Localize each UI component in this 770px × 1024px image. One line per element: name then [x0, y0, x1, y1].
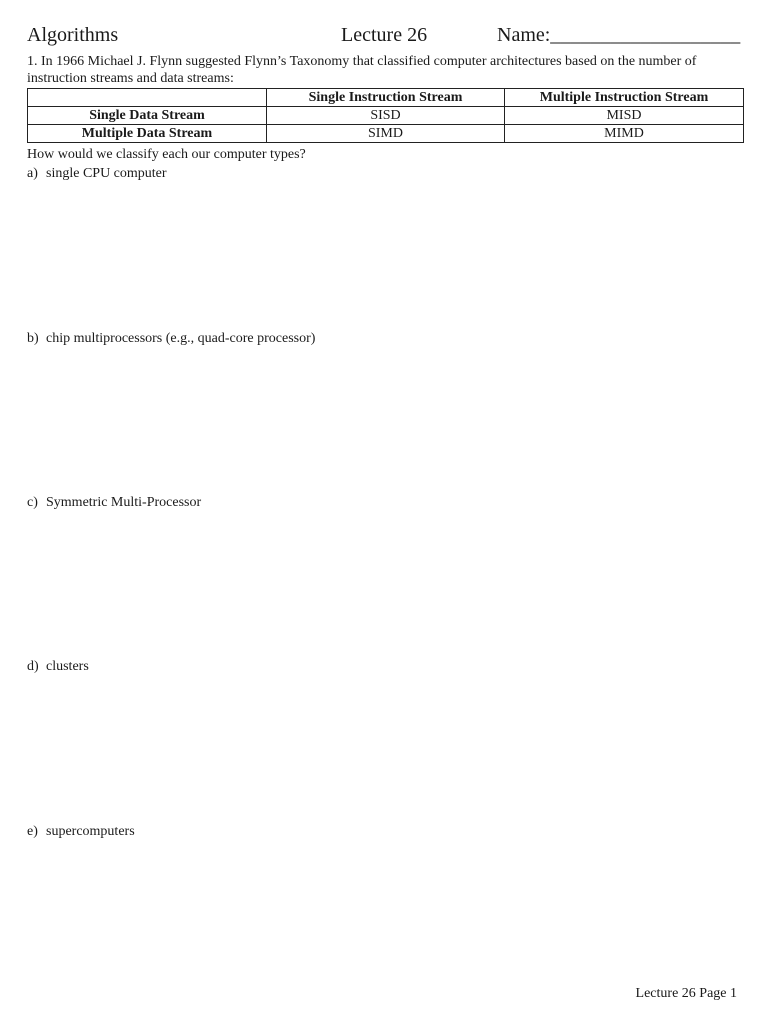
- table-header-row: [28, 89, 744, 107]
- page-footer: Lecture 26 Page 1: [635, 986, 737, 1001]
- question-text: How would we classify each our computer types?: [27, 147, 306, 162]
- list-item: [27, 330, 315, 348]
- table-header-cell: Multiple Instruction Stream: [505, 89, 744, 107]
- item-text: supercomputers: [46, 824, 135, 839]
- item-letter: a): [27, 166, 38, 181]
- page-header: [27, 24, 743, 50]
- course-title: Algorithms: [27, 24, 119, 46]
- item-text: Symmetric Multi-Processor: [46, 495, 202, 510]
- table-cell: SIMD: [267, 125, 505, 143]
- name-field: Name:___________________: [497, 24, 741, 46]
- list-item: [27, 494, 201, 512]
- table-row: [28, 125, 744, 143]
- lecture-number: Lecture 26: [341, 24, 428, 46]
- item-text: single CPU computer: [46, 166, 167, 181]
- flynn-taxonomy-table: [27, 88, 744, 143]
- table-header-cell: Single Instruction Stream: [267, 89, 505, 107]
- table-cell: MIMD: [505, 125, 744, 143]
- item-letter: b): [27, 331, 39, 346]
- list-item: [27, 823, 135, 841]
- row-label: Multiple Data Stream: [28, 125, 267, 143]
- item-letter: c): [27, 495, 38, 510]
- item-letter: d): [27, 659, 39, 674]
- item-letter: e): [27, 824, 38, 839]
- table-cell: MISD: [505, 107, 744, 125]
- intro-paragraph: 1. In 1966 Michael J. Flynn suggested Flynn’s Taxonomy that classified computer architectures based on the number of instruction streams and data streams:: [27, 54, 697, 86]
- row-label: Single Data Stream: [28, 107, 267, 125]
- item-text: clusters: [46, 659, 89, 674]
- table-header-cell: [28, 89, 267, 107]
- table-row: [28, 107, 744, 125]
- list-item: [27, 165, 167, 183]
- item-text: chip multiprocessors (e.g., quad-core processor): [46, 331, 316, 346]
- list-item: [27, 658, 89, 676]
- table-cell: SISD: [267, 107, 505, 125]
